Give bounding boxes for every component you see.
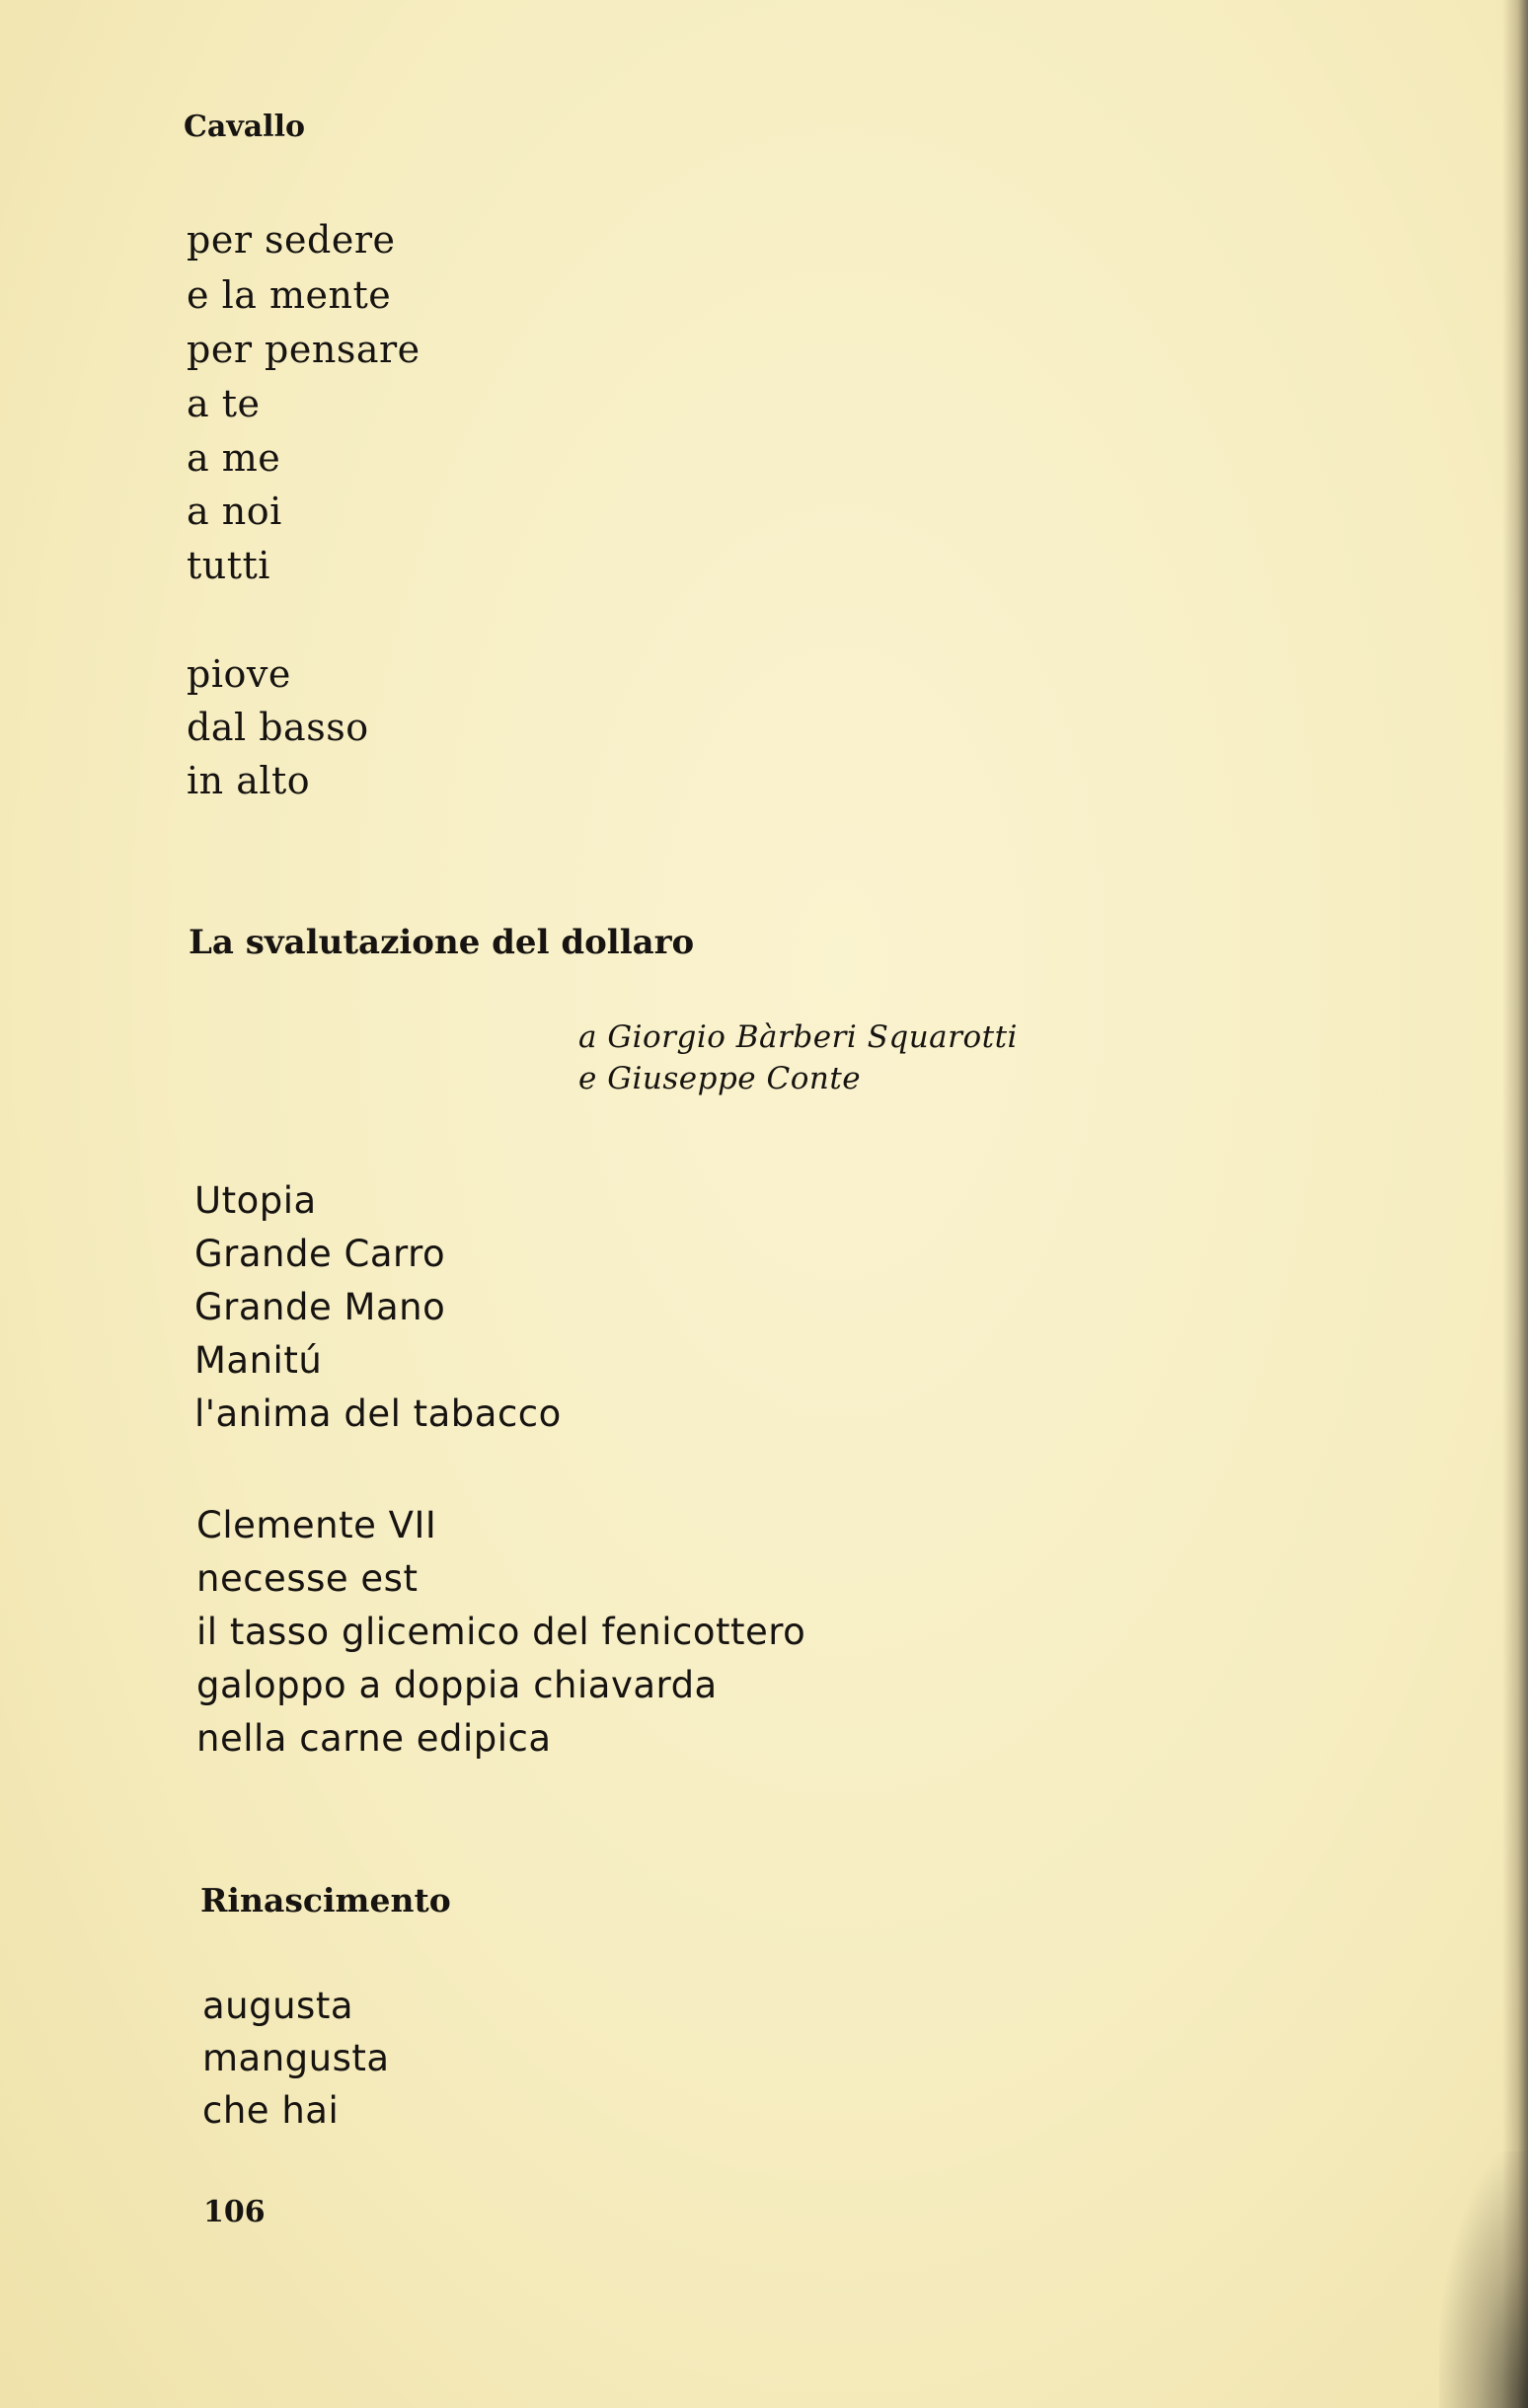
verse-line: che hai	[202, 2089, 340, 2132]
page-number: 106	[203, 2195, 266, 2229]
verse-line: a me	[187, 436, 281, 480]
verse-line: e la mente	[187, 273, 392, 317]
verse-line: in alto	[187, 759, 311, 802]
dedication-line: e Giuseppe Conte	[578, 1061, 862, 1096]
poem-title: La svalutazione del dollaro	[189, 923, 695, 962]
verse-line: nella carne edipica	[196, 1717, 552, 1760]
running-title: Cavallo	[184, 110, 305, 144]
verse-line: tutti	[187, 544, 270, 587]
verse-line: per sedere	[187, 218, 396, 262]
verse-line: l'anima del tabacco	[194, 1392, 562, 1435]
poem-title: Rinascimento	[200, 1881, 451, 1919]
verse-line: Grande Mano	[194, 1286, 446, 1328]
verse-line: Grande Carro	[194, 1233, 446, 1275]
page-edge-shadow	[1502, 0, 1528, 2408]
page-corner-shadow	[1439, 2151, 1528, 2408]
verse-line: a noi	[187, 489, 282, 533]
verse-line: Utopia	[194, 1179, 317, 1222]
verse-line: augusta	[202, 1985, 354, 2027]
verse-line: Clemente VII	[196, 1504, 437, 1546]
verse-line: piove	[187, 652, 291, 696]
verse-line: a te	[187, 382, 261, 425]
verse-line: per pensare	[187, 328, 420, 371]
dedication-line: a Giorgio Bàrberi Squarotti	[578, 1019, 1018, 1055]
verse-line: dal basso	[187, 706, 369, 749]
verse-line: Manitú	[194, 1339, 323, 1382]
verse-line: mangusta	[202, 2037, 390, 2079]
verse-line: galoppo a doppia chiavarda	[196, 1664, 718, 1706]
verse-line: necesse est	[196, 1557, 419, 1600]
verse-line: il tasso glicemico del fenicottero	[196, 1611, 806, 1653]
